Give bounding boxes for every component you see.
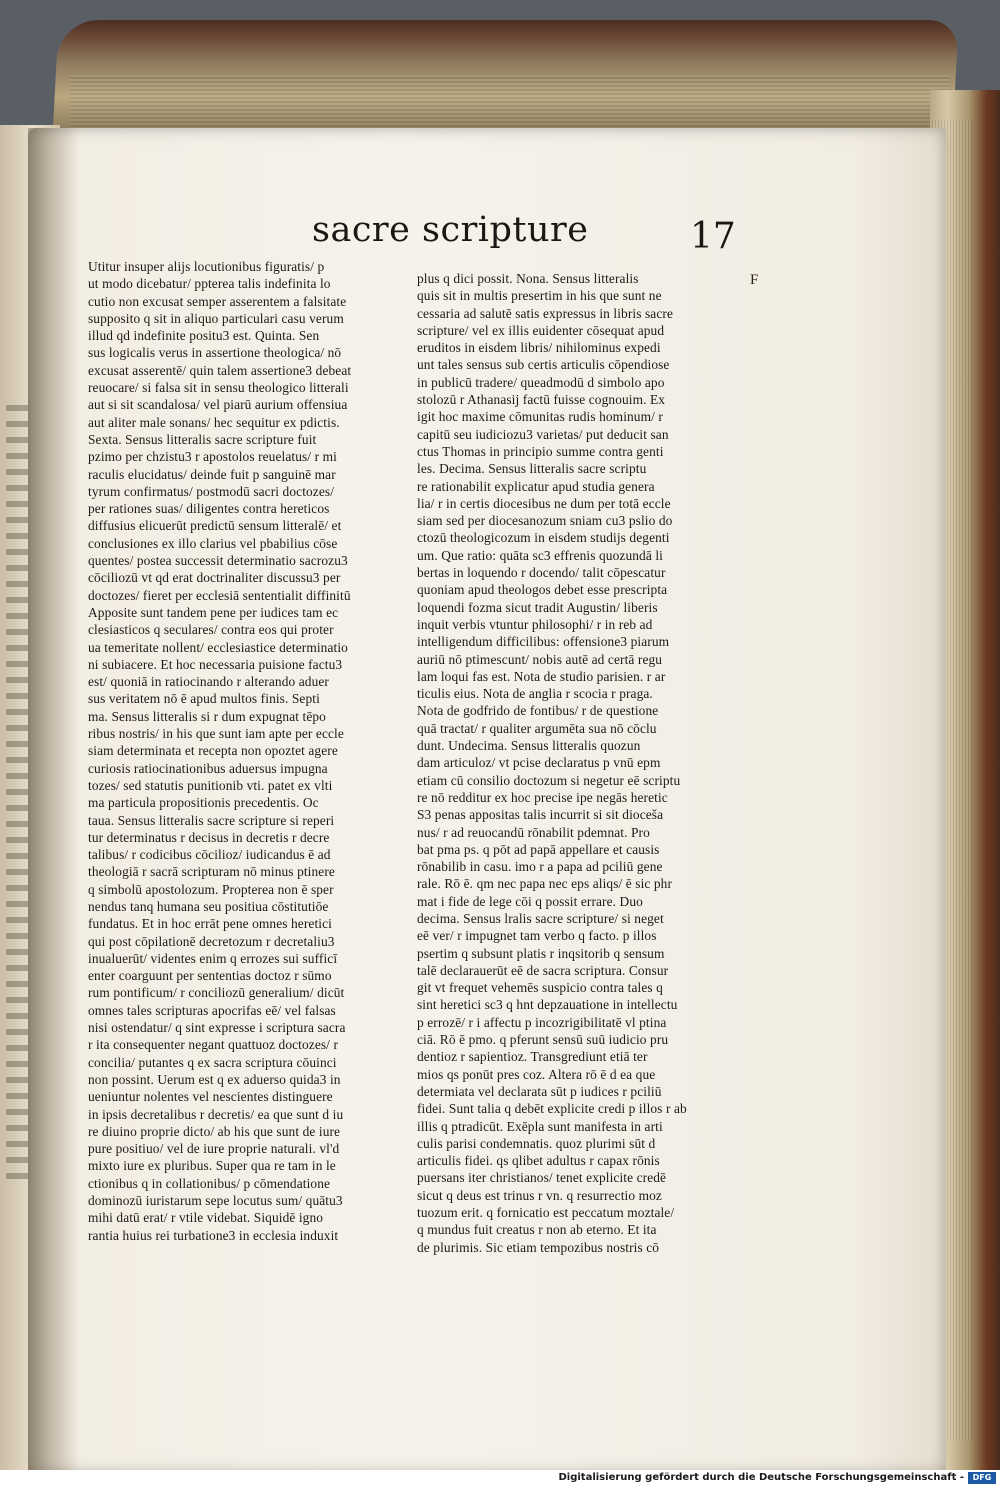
text-line: pure positiuo/ vel de iure proprie naturali. vl'd — [88, 1141, 340, 1157]
text-line: pzimo per chzistu3 r apostolos reuelatus/ r mi — [88, 449, 337, 465]
text-line: conclusiones ex illo clarius vel pbabilius cōse — [88, 535, 338, 551]
text-line: aut si sit scandalosa/ vel piarū aurium offensiua — [88, 397, 348, 413]
text-line: nendus tanq humana seu positiua cōstitutiōe — [88, 898, 329, 914]
text-line: ut modo dicebatur/ ppterea talis indefinita lo — [88, 276, 331, 292]
text-line: puersans iter christianos/ tenet explicite credē — [417, 1170, 667, 1186]
text-line: stolozū r Athanasij factū fuisse cognouim. Ex — [417, 392, 666, 408]
text-line: tozes/ sed statutis punitionib vti. patet ex vlti — [88, 777, 333, 793]
text-line: taua. Sensus litteralis sacre scripture si reperi — [88, 812, 335, 828]
text-line: q simbolū apostolozum. Propterea non ē sper — [88, 881, 334, 897]
text-line: diffusius elicuerūt predictū sensum litteralē/ et — [88, 518, 342, 534]
text-line: tyrum confirmatus/ postmodū sacri doctozes/ — [88, 483, 335, 499]
text-line: in ipsis decretalibus r decretis/ ea que sunt d iu — [88, 1106, 344, 1122]
text-line: inualuerūt/ videntes enim q errozes sui sufficī — [88, 950, 338, 966]
page-gutter-shadow — [28, 128, 78, 1470]
text-line: nus/ r ad reuocandū rōnabilit pdemnat. Pro — [417, 824, 650, 840]
text-line: talibus/ r codicibus cōcilioz/ iudicandus ē ad — [88, 847, 331, 863]
text-line: cōciliozū vt qd erat doctrinaliter discussu3 per — [88, 570, 341, 586]
text-line: theologiā r sacrā scripturam nō minus ptinere — [88, 864, 335, 880]
text-line: reuocare/ si falsa sit in sensu theologico litterali — [88, 380, 349, 396]
text-line: fidei. Sunt talia q debēt explicite credi p illos r ab — [417, 1101, 687, 1117]
text-line: dominozū iuristarum sepe locutus sum/ quātu3 — [88, 1193, 343, 1209]
text-line: p errozē/ r i affectu p incozrigibilitatē vl ptina — [417, 1014, 667, 1030]
text-line: curiosis ratiocinationibus aduersus impugna — [88, 760, 328, 776]
text-line: est/ quoniā in ratiocinando r alterando aduer — [88, 674, 329, 690]
text-line: q mundus fuit creatus r non ab eterno. Et ita — [417, 1222, 657, 1238]
text-line: intelligendum difficilibus: offensione3 piarum — [417, 634, 670, 650]
text-line: articulis fidei. qs qlibet adultus r capax rōnis — [417, 1153, 660, 1169]
text-line: eruditos in eisdem libris/ nihilominus expedi — [417, 340, 661, 356]
text-line: inquit verbis vtuntur philosophi/ r in reb ad — [417, 616, 653, 632]
text-column-right — [417, 270, 739, 1256]
text-line: ueniuntur nolentes vel nescientes distinguere — [88, 1089, 333, 1105]
text-line: non possint. Uerum est q ex aduerso quida3 in — [88, 1071, 341, 1087]
text-line: lia/ r in certis diocesibus ne dum per totā eccle — [417, 495, 671, 511]
text-line: psertim q subsunt platis r inqsitorib q sensum — [417, 945, 665, 961]
text-line: de plurimis. Sic etiam tempozibus nostris cō — [417, 1239, 660, 1255]
text-line: re nō redditur ex hoc precise ipe negās heretic — [417, 789, 668, 805]
text-line: unt tales sensus sub certis articulis cōpendiose — [417, 357, 670, 373]
text-line: bat pma ps. q pōt ad papā appellare et causis — [417, 841, 660, 857]
text-line: quā tractat/ r qualiter argumēta sua nō cōclu — [417, 720, 657, 736]
text-line: les. Decima. Sensus litteralis sacre scriptu — [417, 461, 647, 477]
text-line: um. Que ratio: quāta sc3 effrenis quozundā li — [417, 547, 663, 563]
text-line: sicut q deus est trinus r vn. q resurrectio moz — [417, 1187, 662, 1203]
text-line: ma. Sensus litteralis si r dum expugnat tēpo — [88, 708, 326, 724]
text-line: ticulis eius. Nota de anglia r scocia r praga. — [417, 686, 653, 702]
text-line: excusat asserentē/ quin talem assertione3 debeat — [88, 362, 352, 378]
text-line: ciā. Rō ē pmo. q pferunt sensū suū iudicio pru — [417, 1032, 669, 1048]
text-line: ribus nostris/ in his que sunt iam apte per eccle — [88, 726, 344, 742]
text-line: ctionibus q in collationibus/ p cōmendatione — [88, 1175, 331, 1191]
text-line: auriū nō ptimescunt/ nobis autē ad certā regu — [417, 651, 663, 667]
text-line: qui post cōpilationē decretozum r decretaliu3 — [88, 933, 335, 949]
digitization-credit: Digitalisierung gefördert durch die Deutsche Forschungsgemeinschaft - — [558, 1472, 964, 1483]
text-line: lam loqui fas est. Nota de studio parisien. r ar — [417, 668, 666, 684]
text-line: nisi ostendatur/ q sint expresse i scriptura sacra — [88, 1020, 346, 1036]
text-line: scripture/ vel ex illis euidenter cōsequat apud — [417, 322, 665, 338]
text-line: sus veritatem nō ē apud multos finis. Septi — [88, 691, 320, 707]
text-line: quoniam apud theologos debet esse prescripta — [417, 582, 668, 598]
text-line: cessaria ad salutē satis expressus in libris sacre — [417, 305, 673, 321]
text-line: doctozes/ fieret per ecclesiā sententialit diffinitū — [88, 587, 351, 603]
text-line: rum pontificum/ r conciliozū generalium/ dicūt — [88, 985, 345, 1001]
text-line: decima. Sensus lralis sacre scripture/ si neget — [417, 910, 664, 926]
text-line: Apposite sunt tandem pene per iudices tam ec — [88, 604, 339, 620]
margin-letter: F — [750, 272, 759, 288]
text-line: rōnabilib in casu. imo r a papa ad pciliū gene — [417, 859, 663, 875]
text-line: Sexta. Sensus litteralis sacre scripture fuit — [88, 431, 317, 447]
text-line: ua temeritate nollent/ ecclesiastice determinatio — [88, 639, 348, 655]
text-line: eē ver/ r impugnet tam verbo q facto. p illos — [417, 928, 657, 944]
text-line: Utitur insuper alijs locutionibus figuratis/ p — [88, 259, 325, 274]
text-line: tur determinatus r decisus in decretis r decre — [88, 829, 330, 845]
text-line: aut aliter male sonans/ hec sequitur ex pdictis. — [88, 414, 340, 430]
text-line: mat i fide de lege cōi q possit errare. Duo — [417, 893, 643, 909]
text-line: enter coarguunt per sententias doctoz r sūmo — [88, 968, 332, 984]
text-line: ma particula propositionis precedentis. Oc — [88, 795, 319, 811]
text-line: capitū seu iudiciozu3 varietas/ put deducit san — [417, 426, 669, 442]
running-head: sacre scripture — [312, 210, 589, 250]
text-line: ctus Thomas in principio summe contra genti — [417, 443, 664, 459]
text-line: sus logicalis verus in assertione theologica/ nō — [88, 345, 342, 361]
text-line: plus q dici possit. Nona. Sensus litteralis — [417, 271, 639, 286]
text-line: igit hoc maxime cōmunitas rudis hominum/ r — [417, 409, 663, 425]
text-line: supposito q sit in aliquo particulari casu verum — [88, 310, 344, 326]
text-line: omnes tales scripturas apocrifas eē/ vel falsas — [88, 1002, 336, 1018]
text-line: talē declarauerūt eē de sacra scriptura. Consur — [417, 962, 669, 978]
text-line: determiata vel declarata sūt p iudices r pciliū — [417, 1083, 662, 1099]
text-line: r ita consequenter negant quattuoz doctozes/ r — [88, 1037, 338, 1053]
text-line: siam determinata et recepta non opoztet agere — [88, 743, 338, 759]
text-line: cutio non excusat semper asserentem a falsitate — [88, 293, 347, 309]
text-line: ni subiacere. Et hoc necessaria puisione factu3 — [88, 656, 343, 672]
text-line: bertas in loquendo r docendo/ talit cōpescatur — [417, 565, 666, 581]
text-line: dentioz r sapientioz. Transgrediunt etiā ter — [417, 1049, 648, 1065]
text-line: quis sit in multis presertim in his que sunt ne — [417, 288, 662, 304]
text-line: concilia/ putantes q ex sacra scriptura cōuinci — [88, 1054, 337, 1070]
text-line: rantia huius rei turbatione3 in ecclesia induxit — [88, 1227, 339, 1243]
text-line: per rationes suas/ diligentes contra hereticos — [88, 501, 330, 517]
text-line: fundatus. Et in hoc errāt pene omnes heretici — [88, 916, 332, 932]
text-line: S3 penas appositas talis incurrit si sit dioceša — [417, 807, 664, 823]
text-column-left — [88, 258, 408, 1244]
dfg-logo: DFG — [968, 1472, 996, 1484]
text-line: culis parisi condemnatis. quoz plurimi sūt d — [417, 1135, 656, 1151]
text-line: tuozum erit. q fornicatio est peccatum moztale/ — [417, 1205, 675, 1221]
text-line: loquendi fozma sicut tradit Augustin/ liberis — [417, 599, 658, 615]
text-line: in publicū tradere/ queadmodū d simbolo apo — [417, 374, 665, 390]
text-line: mihi datū erat/ r vtile videbat. Siquidē igno — [88, 1210, 324, 1226]
text-line: re rationabilit explicatur apud studia genera — [417, 478, 655, 494]
text-line: ctozū theologicozum in eisdem studijs degenti — [417, 530, 670, 546]
text-line: rale. Rō ē. qm nec papa nec eps aliqs/ ē sic phr — [417, 876, 673, 892]
text-line: dam articuloz/ vt pcise declaratus p vnū epm — [417, 755, 661, 771]
text-line: siam sed per diocesanozum sniam cu3 pslio do — [417, 513, 673, 529]
text-line: dunt. Undecima. Sensus litteralis quozun — [417, 738, 641, 754]
text-line: illud qd indefinite positu3 est. Quinta. Sen — [88, 328, 320, 344]
text-line: git vt frequet vehemēs suspicio contra tales q — [417, 980, 663, 996]
text-line: clesiasticos q seculares/ contra eos qui proter — [88, 622, 334, 638]
text-line: etiam cū consilio doctozum si negetur eē scriptu — [417, 772, 681, 788]
text-line: mixto iure ex pluribus. Super qua re tam in le — [88, 1158, 336, 1174]
text-line: re diuino proprie dicto/ ab his que sunt de iure — [88, 1123, 341, 1139]
text-line: mios qs ponūt pres coz. Altera rō ē d ea que — [417, 1066, 656, 1082]
page-number: 17 — [690, 216, 736, 257]
text-line: Nota de godfrido de fontibus/ r de questione — [417, 703, 659, 719]
text-line: quentes/ postea successit determinatio sacrozu3 — [88, 553, 348, 569]
text-line: raculis elucidatus/ deinde fuit p sanguinē mar — [88, 466, 336, 482]
text-line: illis q ptradicūt. Exēpla sunt manifesta in arti — [417, 1118, 663, 1134]
text-line: sint heretici sc3 q hnt depzauatione in intellectu — [417, 997, 678, 1013]
